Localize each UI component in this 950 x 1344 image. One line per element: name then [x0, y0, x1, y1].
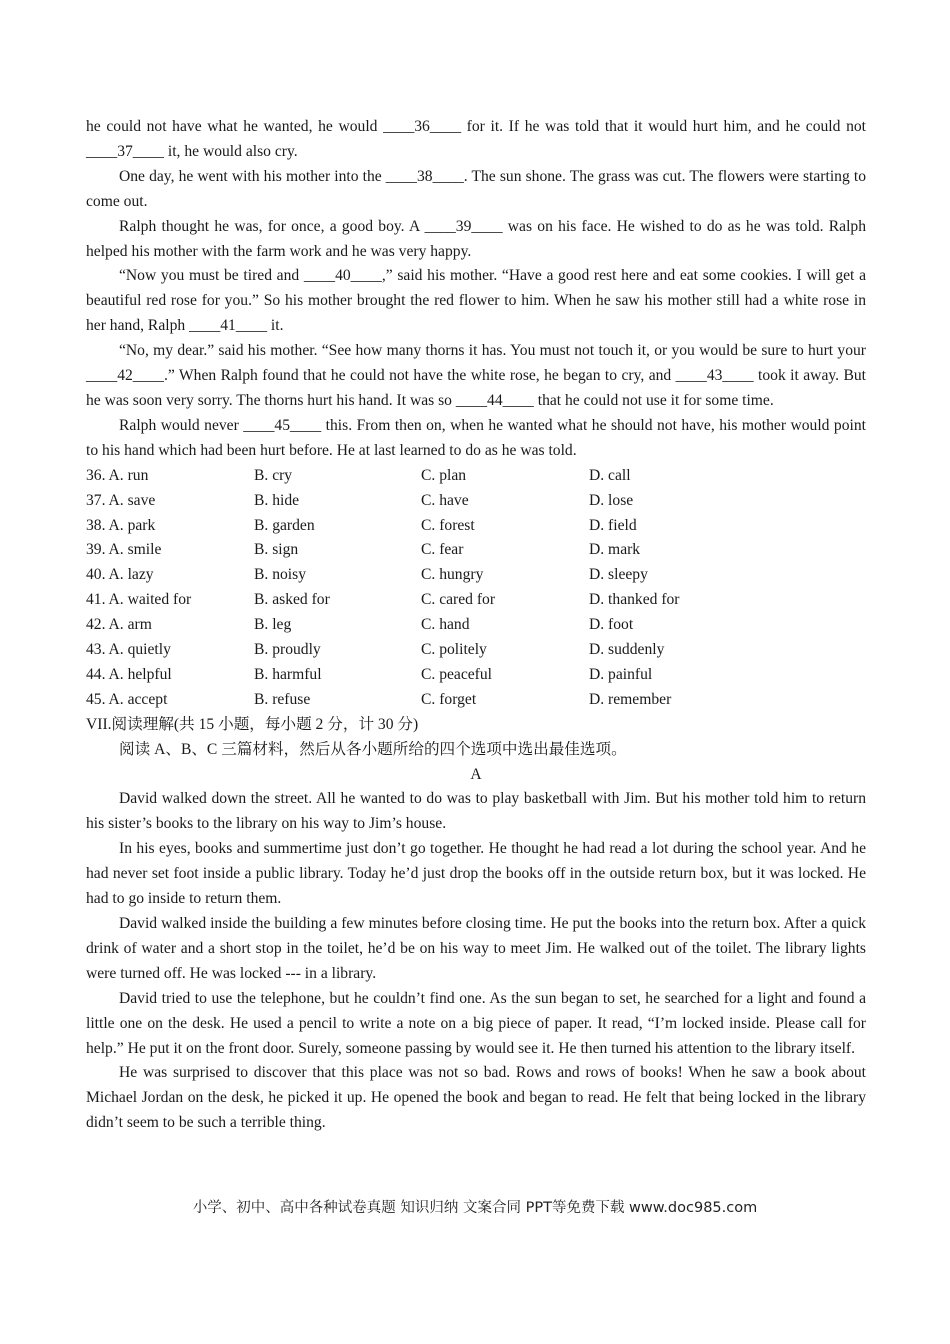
option-item: B. refuse — [254, 690, 311, 708]
option-row — [86, 588, 866, 613]
passage-paragraph: David tried to use the telephone, but he couldn’t find one. As the sun began to set, he searched for a light and found a little one on the desk. He used a pencil to write a note on a big piece of paper. It read, “I’m locked inside. Please call for help.” He put it on the front door. Surely, someone passing by would see it. He then turned his attention to the library itself. — [86, 989, 866, 1057]
page-footer: 小学、初中、高中各种试卷真题 知识归纳 文案合同 PPT等免费下载 www.doc985.com — [192, 1200, 758, 1216]
option-item: D. foot — [589, 616, 634, 634]
passage-paragraph: David walked inside the building a few minutes before closing time. He put the books into the return box. After a quick drink of water and a short stop in the toilet, he’d be on his way to meet Jim. He walked out of the toilet. The library lights were turned off. He was locked --- in a library. — [86, 915, 866, 982]
passage-label: A — [470, 765, 482, 783]
option-item: B. cry — [254, 466, 293, 484]
option-item: 44. A. helpful — [86, 665, 172, 683]
option-item: D. thanked for — [589, 591, 680, 609]
option-item: D. sleepy — [589, 566, 648, 584]
option-row — [86, 464, 866, 489]
option-item: 41. A. waited for — [86, 591, 192, 609]
option-item: C. hand — [421, 616, 470, 634]
option-item: C. peaceful — [421, 665, 493, 683]
option-row — [86, 538, 866, 563]
option-row — [86, 613, 866, 638]
option-row — [86, 638, 866, 663]
option-item: D. suddenly — [589, 641, 665, 659]
option-item: C. politely — [421, 641, 487, 659]
cloze-paragraph: Ralph would never ____45____ this. From then on, when he wanted what he should not have, his mother would point to his hand which had been hurt before. He at last learned to do as he was told. — [86, 416, 866, 459]
passage-paragraph: In his eyes, books and summertime just don’t go together. He thought he had read a lot during the school year. And he had never set foot inside a public library. Today he’d just drop the books off in the outside return box, but it was locked. He had to go inside to return them. — [86, 840, 866, 908]
cloze-options — [86, 464, 866, 713]
passage-paragraph: David walked down the street. All he wanted to do was to play basketball with Jim. But his mother told him to return his sister’s books to the library on his way to Jim’s house. — [86, 790, 866, 833]
section-title: VII.阅读理解(共 15 小题，每小题 2 分，计 30 分) — [86, 715, 419, 733]
section-instruction: 阅读 A、B、C 三篇材料，然后从各小题所给的四个选项中选出最佳选项。 — [119, 740, 627, 758]
option-row — [86, 489, 866, 514]
option-item: B. leg — [254, 616, 292, 634]
cloze-paragraph: Ralph thought he was, for once, a good boy. A ____39____ was on his face. He wished to do as he was told. Ralph helped his mother with the farm work and he was very happy. — [86, 217, 866, 260]
cloze-paragraph: “No, my dear.” said his mother. “See how many thorns it has. You must not touch it, or you would be sure to hurt your ____42____.” When Ralph found that he could not have the white rose, he began to cry, and ____43____ took it away. But he was soon very sorry. The thorns hurt his hand. It was so ____44____ that he could not use it for some time. — [86, 342, 866, 409]
option-item: B. garden — [254, 516, 315, 534]
option-item: D. painful — [589, 665, 653, 683]
option-item: B. noisy — [254, 566, 306, 584]
option-item: B. proudly — [254, 641, 321, 659]
option-item: B. sign — [254, 541, 299, 559]
option-row — [86, 663, 866, 688]
document-page — [86, 115, 866, 1136]
option-item: C. plan — [421, 466, 467, 484]
cloze-paragraph: “Now you must be tired and ____40____,” said his mother. “Have a good rest here and eat some cookies. I will get a beautiful red rose for you.” So his mother brought the red flower to him. When he saw his mother still had a white rose in her hand, Ralph ____41____ it. — [86, 267, 866, 335]
option-item: 43. A. quietly — [86, 641, 171, 659]
reading-passage — [86, 787, 866, 1136]
option-item: C. have — [421, 491, 469, 509]
option-row — [86, 563, 866, 588]
option-item: C. cared for — [421, 591, 496, 609]
option-item: 39. A. smile — [86, 541, 162, 559]
option-item: D. remember — [589, 690, 672, 708]
cloze-passage — [86, 115, 866, 464]
cloze-paragraph: One day, he went with his mother into the ____38____. The sun shone. The grass was cut. The flowers were starting to come out. — [86, 167, 866, 210]
option-row — [86, 514, 866, 539]
cloze-paragraph: he could not have what he wanted, he would ____36____ for it. If he was told that it would hurt him, and he could not ____37____ it, he would also cry. — [86, 118, 866, 160]
option-item: 37. A. save — [86, 491, 156, 509]
option-item: B. asked for — [254, 591, 330, 609]
option-item: 36. A. run — [86, 466, 149, 484]
option-item: 42. A. arm — [86, 616, 152, 634]
passage-paragraph: He was surprised to discover that this place was not so bad. Rows and rows of books! When he saw a book about Michael Jordan on the desk, he picked it up. He opened the book and began to read. He felt that being locked in the library didn’t seem to be such a terrible thing. — [86, 1064, 866, 1132]
option-item: C. fear — [421, 541, 464, 559]
option-item: 45. A. accept — [86, 690, 168, 708]
option-item: C. forest — [421, 516, 475, 534]
option-item: C. hungry — [421, 566, 484, 584]
option-item: C. forget — [421, 690, 477, 708]
option-item: 40. A. lazy — [86, 566, 154, 584]
option-item: D. mark — [589, 541, 641, 559]
option-item: B. hide — [254, 491, 300, 509]
option-item: D. lose — [589, 491, 634, 509]
option-item: B. harmful — [254, 665, 322, 683]
option-row — [86, 688, 866, 713]
option-item: D. field — [589, 516, 637, 534]
option-item: 38. A. park — [86, 516, 156, 534]
option-item: D. call — [589, 466, 631, 484]
